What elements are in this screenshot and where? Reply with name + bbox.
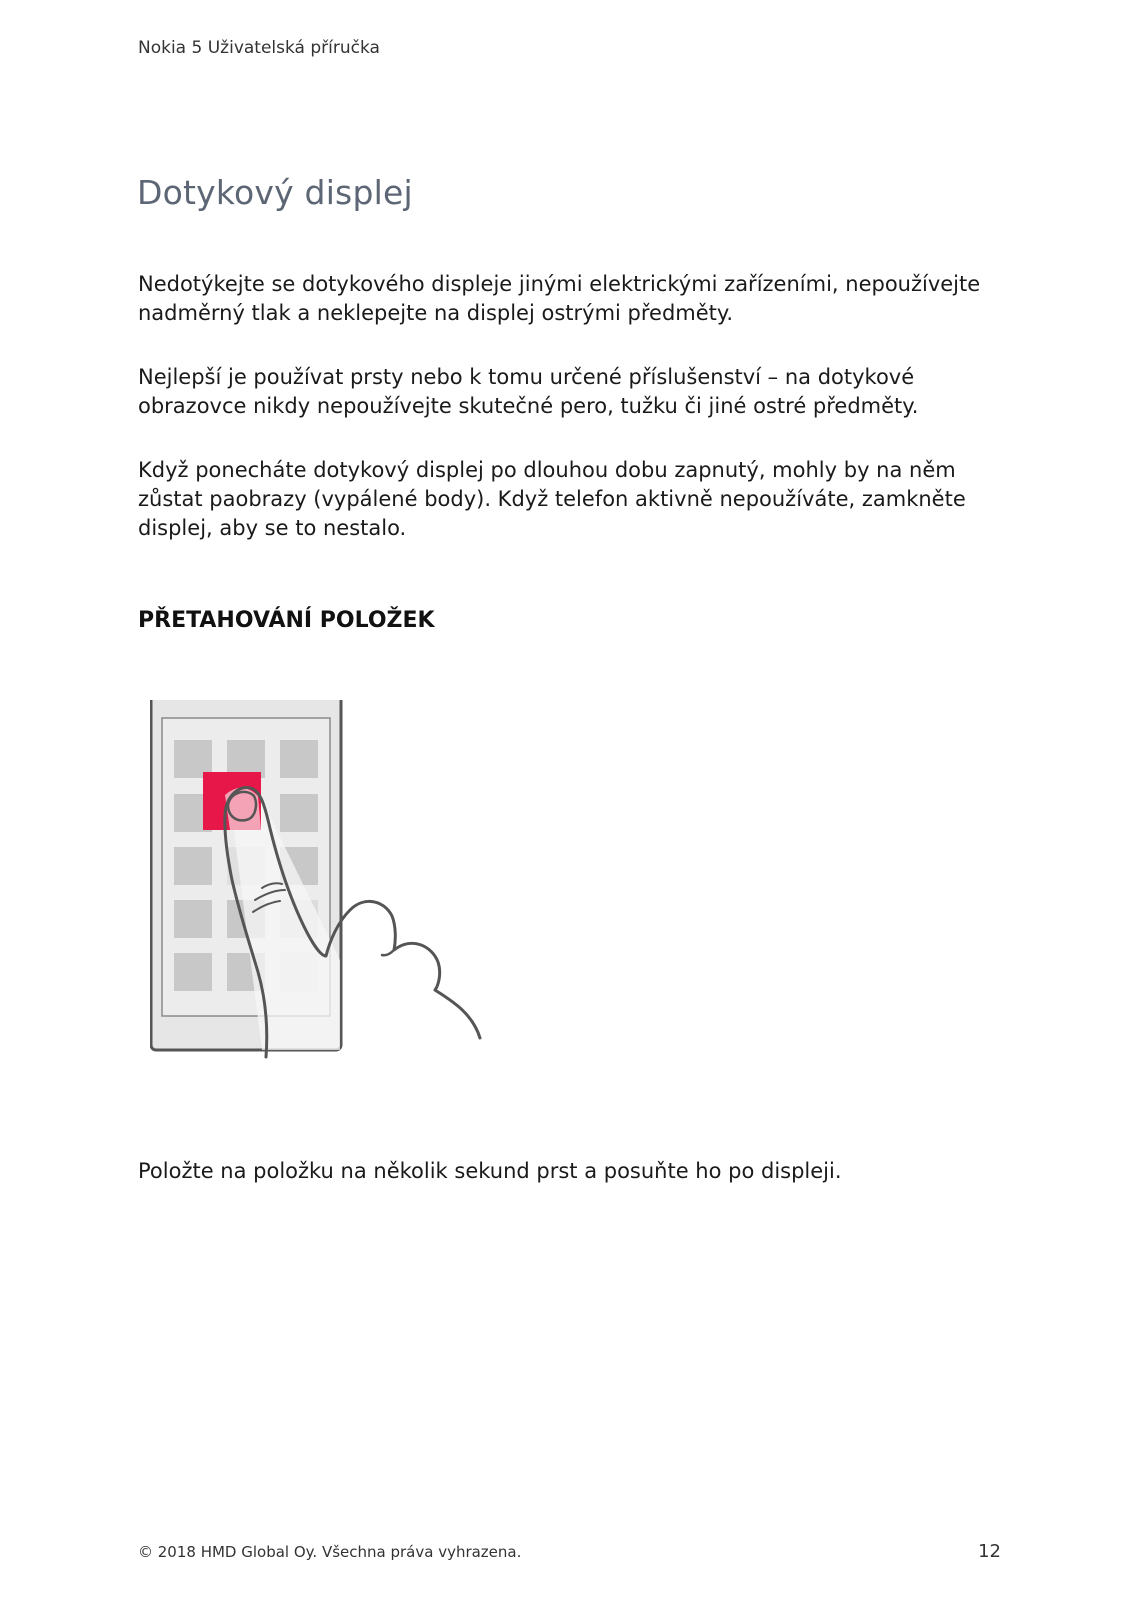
paragraph-use-fingers: Nejlepší je používat prsty nebo k tomu určené příslušenství – na dotykové obrazovce nikdy nepoužívejte skutečné pero, tužku či jiné ostré předměty. (138, 365, 919, 418)
app-tile (174, 847, 212, 885)
caption-drag-instruction: Položte na položku na několik sekund prst a posuňte ho po displeji. (138, 1159, 842, 1183)
app-tile (174, 900, 212, 938)
page-title: Dotykový displej (137, 173, 413, 212)
app-tile (174, 953, 212, 991)
page-number: 12 (978, 1541, 1001, 1562)
running-header: Nokia 5 Uživatelská příručka (138, 38, 380, 58)
paragraph-burn-in-warning: Když ponecháte dotykový displej po dlouhou dobu zapnutý, mohly by na něm zůstat paobrazy (vypálené body). Když telefon aktivně nepoužíváte, zamkněte displej, aby se to nestalo. (138, 458, 966, 540)
drag-item-gesture-icon (150, 700, 510, 1090)
section-heading-drag-items: PŘETAHOVÁNÍ POLOŽEK (138, 608, 435, 633)
thumb-detail (382, 950, 394, 955)
footer-copyright: © 2018 HMD Global Oy. Všechna práva vyhrazena. (138, 1543, 522, 1561)
paragraph-touchscreen-care: Nedotýkejte se dotykového displeje jinými elektrickými zařízeními, nepoužívejte nadměrný tlak a neklepejte na displej ostrými předměty. (138, 272, 981, 325)
app-tile (280, 794, 318, 832)
app-tile (280, 740, 318, 778)
